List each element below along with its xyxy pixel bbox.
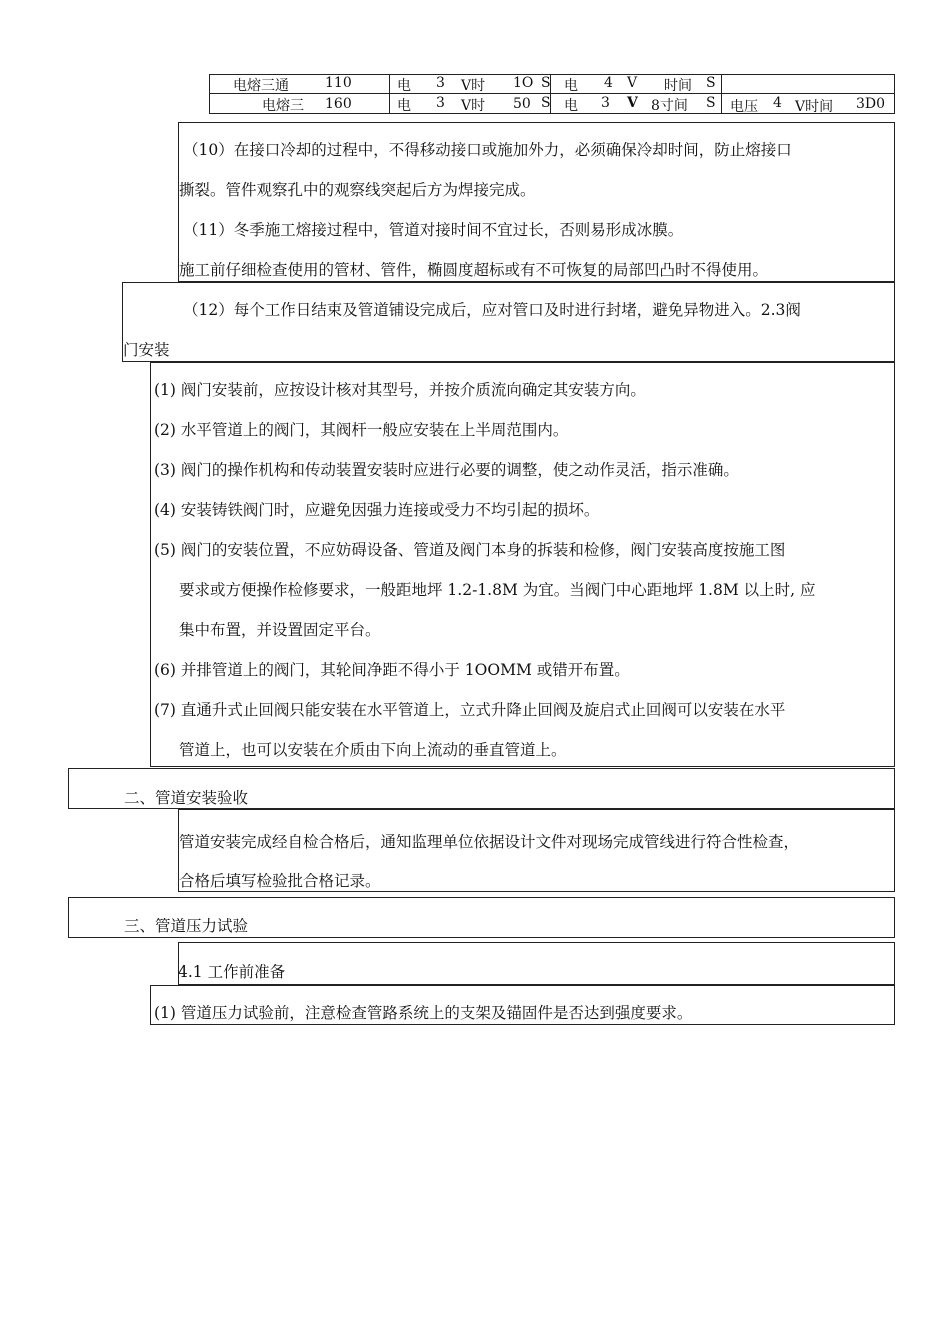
- section-3-title: 三、管道压力试验: [124, 917, 249, 935]
- row1-c1: 电: [397, 78, 411, 94]
- valve-item-line: (7) 直通升式止回阀只能安装在水平管道上，立式升降止回阀及旋启式止回阀可以安装在水平: [154, 701, 786, 719]
- row2-c2: 3: [436, 95, 445, 111]
- valve-item-line: 集中布置，并设置固定平台。: [179, 621, 381, 639]
- row2-c9: 8寸间: [651, 98, 688, 114]
- row2-c11: 电压: [730, 99, 758, 115]
- para-10-line2: 撕裂。管件观察孔中的观察线突起后方为焊接完成。: [179, 181, 536, 199]
- row2-c12: 4: [773, 95, 782, 111]
- row2-c14: 3D0: [856, 96, 886, 112]
- paragraph-box-12: [122, 282, 895, 362]
- row1-c6: 电: [564, 78, 578, 94]
- row1-c2: 3: [436, 75, 445, 91]
- valve-item-line: (1) 阀门安装前，应按设计核对其型号，并按介质流向确定其安装方向。: [154, 381, 646, 399]
- row2-size: 160: [325, 96, 352, 112]
- section-2-body-line2: 合格后填写检验批合格记录。: [179, 872, 381, 890]
- valve-item-line: (3) 阀门的操作机构和传动装置安装时应进行必要的调整，使之动作灵活，指示准确。: [154, 461, 739, 479]
- row2-c13: V时间: [795, 99, 834, 115]
- row1-c10: S: [706, 75, 716, 91]
- valve-item-line: (5) 阀门的安装位置，不应妨碍设备、管道及阀门本身的拆装和检修，阀门安装高度按施工图: [154, 541, 786, 559]
- row1-c5: S: [541, 75, 551, 91]
- row2-c10: S: [706, 95, 716, 111]
- row1-c3: V时: [461, 78, 486, 94]
- row2-c5: S: [541, 95, 551, 111]
- subsection-4-1-box: [178, 942, 895, 985]
- valve-item-line: (6) 并排管道上的阀门，其轮间净距不得小于 1OOMM 或错开布置。: [154, 661, 630, 679]
- row2-c8: V: [627, 95, 638, 111]
- subsection-4-1-item-1: (1) 管道压力试验前，注意检查管路系统上的支架及锚固件是否达到强度要求。: [154, 1004, 693, 1022]
- para-11: （11）冬季施工熔接过程中，管道对接时间不宜过长，否则易形成冰膜。: [183, 221, 684, 239]
- row2-c1: 电: [397, 98, 411, 114]
- para-10-line1: （10）在接口冷却的过程中，不得移动接口或施加外力，必须确保冷却时间，防止熔接口: [183, 141, 792, 159]
- row1-c8: V: [627, 75, 638, 91]
- para-12-line1: （12）每个工作日结束及管道铺设完成后，应对管口及时进行封堵，避免异物进入。2.3阀: [183, 301, 801, 319]
- row1-name: 电熔三通: [233, 78, 289, 94]
- row2-name: 电熔三: [262, 98, 304, 114]
- para-11-extra: 施工前仔细检查使用的管材、管件，椭圆度超标或有不可恢复的局部凹凸时不得使用。: [179, 261, 769, 279]
- subsection-4-1-title: 4.1 工作前准备: [178, 963, 286, 981]
- row2-c4: 50: [513, 96, 531, 112]
- row1-size: 110: [325, 75, 352, 91]
- valve-item-line: 管道上，也可以安装在介质由下向上流动的垂直管道上。: [179, 741, 567, 759]
- weld-parameter-table: [209, 74, 895, 114]
- section-2-title: 二、管道安装验收: [124, 789, 249, 807]
- row2-c7: 3: [601, 95, 610, 111]
- section-2-body-line1: 管道安装完成经自检合格后，通知监理单位依据设计文件对现场完成管线进行符合性检查，: [179, 833, 800, 851]
- valve-item-line: (2) 水平管道上的阀门，其阀杆一般应安装在上半周范围内。: [154, 421, 569, 439]
- valve-item-line: 要求或方便操作检修要求，一般距地坪 1.2-1.8M 为宜。当阀门中心距地坪 1.8M 以上时, 应: [179, 581, 816, 599]
- para-12-line2: 门安装: [123, 341, 170, 359]
- row1-c7: 4: [604, 75, 613, 91]
- row1-c4: 1O: [513, 75, 534, 91]
- valve-item-line: (4) 安装铸铁阀门时，应避免因强力连接或受力不均引起的损坏。: [154, 501, 600, 519]
- row1-c9: 时间: [664, 78, 692, 94]
- row2-c6: 电: [564, 98, 578, 114]
- row2-c3: V时: [461, 98, 486, 114]
